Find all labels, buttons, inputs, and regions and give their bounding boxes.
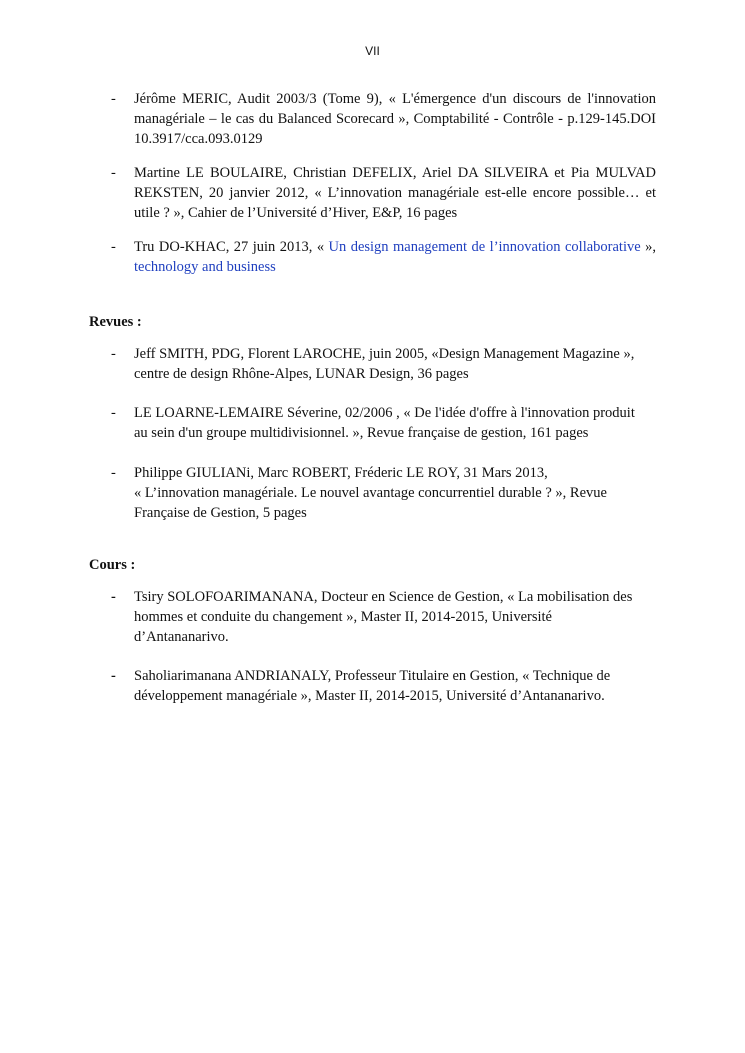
reference-line: Tsiry SOLOFOARIMANANA, Docteur en Science de Gestion, « La mobilisation des: [134, 589, 633, 605]
source-link[interactable]: technology and business: [134, 259, 276, 275]
reference-text: Jérôme MERIC, Audit 2003/3 (Tome 9), « L'émergence d'un discours de l'innovation managériale – le cas du Balanced Scorecard », Comptabilité - Contrôle - p.129-145.DOI 10.3917/cca.093.0129: [134, 91, 656, 147]
reference-line: hommes et conduite du changement », Master II, 2014-2015, Université: [134, 609, 552, 625]
bullet-dash: -: [111, 91, 116, 107]
reference-line: LE LOARNE-LEMAIRE Séverine, 02/2006 , « De l'idée d'offre à l'innovation produit: [134, 405, 635, 421]
bullet-dash: -: [111, 239, 116, 255]
reference-line: Française de Gestion, 5 pages: [134, 505, 307, 521]
reference-line: « L’innovation managériale. Le nouvel avantage concurrentiel durable ? », Revue: [134, 485, 607, 501]
reference-separator: »,: [640, 239, 657, 255]
reference-line: Philippe GIULIANi, Marc ROBERT, Fréderic LE ROY, 31 Mars 2013,: [134, 465, 548, 481]
page-number: VII: [365, 44, 380, 58]
bullet-dash: -: [111, 165, 116, 181]
reference-line: d’Antananarivo.: [134, 629, 229, 645]
bullet-dash: -: [111, 346, 116, 362]
article-link[interactable]: Un design management de l’innovation collaborative: [328, 239, 641, 255]
section-heading-cours: Cours :: [89, 557, 136, 573]
reference-line: au sein d'un groupe multidivisionnel. », Revue française de gestion, 161 pages: [134, 425, 589, 441]
reference-prefix: Tru DO-KHAC, 27 juin 2013, «: [134, 239, 325, 255]
bullet-dash: -: [111, 465, 116, 481]
reference-text: [134, 237, 656, 277]
reference-text: Martine LE BOULAIRE, Christian DEFELIX, Ariel DA SILVEIRA et Pia MULVAD REKSTEN, 20 janvier 2012, « L’innovation managériale est-elle encore possible… et utile ? », Cahier de l’Université d’Hiver, E&P, 16 pages: [134, 165, 656, 221]
reference-line: Jeff SMITH, PDG, Florent LAROCHE, juin 2005, «Design Management Magazine »,: [134, 346, 635, 362]
bullet-dash: -: [111, 589, 116, 605]
bullet-dash: -: [111, 668, 116, 684]
bullet-dash: -: [111, 405, 116, 421]
section-heading-revues: Revues :: [89, 314, 142, 330]
reference-line: Saholiarimanana ANDRIANALY, Professeur Titulaire en Gestion, « Technique de: [134, 668, 611, 684]
reference-line: développement managériale », Master II, 2014-2015, Université d’Antananarivo.: [134, 688, 605, 704]
reference-line: centre de design Rhône-Alpes, LUNAR Design, 36 pages: [134, 366, 469, 382]
